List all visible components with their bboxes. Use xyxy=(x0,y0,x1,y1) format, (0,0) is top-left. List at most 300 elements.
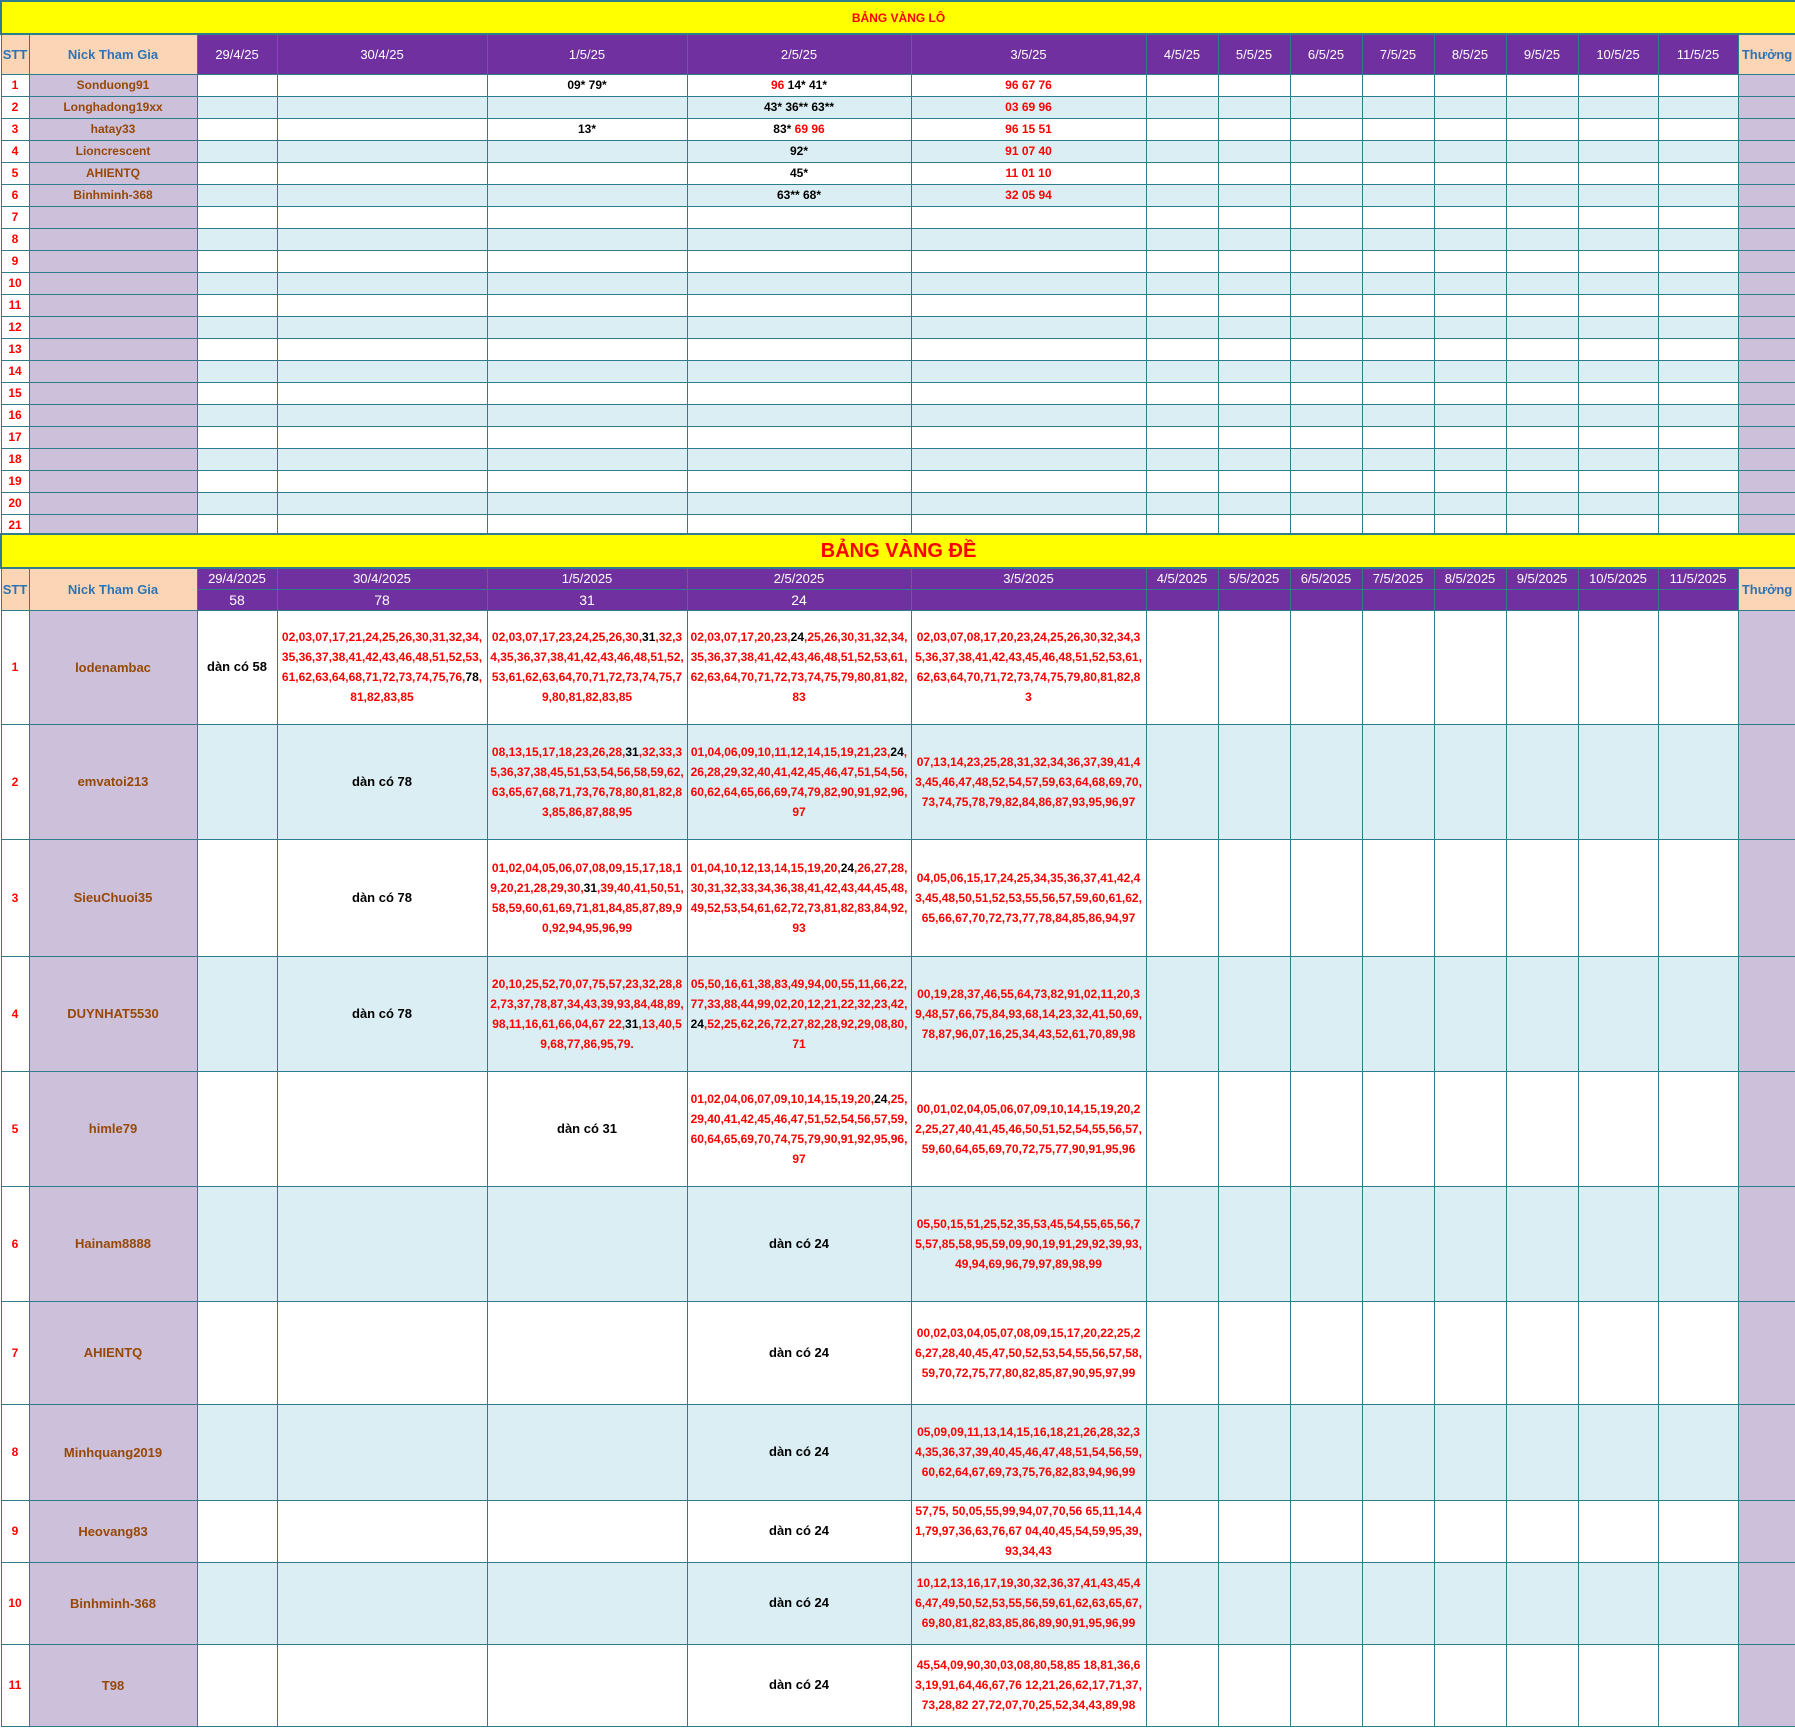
de-cell xyxy=(487,724,687,839)
lo-cell xyxy=(487,382,687,404)
de-dan: dàn có 24 xyxy=(769,1595,829,1610)
de-stt-header: STT xyxy=(1,568,29,610)
de-cell xyxy=(1658,610,1738,724)
lo-cell xyxy=(1658,96,1738,118)
lo-cell xyxy=(1218,162,1290,184)
lo-cell xyxy=(1290,250,1362,272)
lo-cell xyxy=(277,162,487,184)
de-cell xyxy=(197,610,277,724)
de-stt: 8 xyxy=(1,1404,29,1500)
lo-cell xyxy=(1362,294,1434,316)
lo-cell xyxy=(277,338,487,360)
lo-cell xyxy=(487,360,687,382)
lo-cell xyxy=(1658,338,1738,360)
lo-cell xyxy=(197,492,277,514)
de-cell xyxy=(1146,610,1218,724)
lo-cell xyxy=(197,140,277,162)
de-cell xyxy=(1218,724,1290,839)
de-cell xyxy=(1578,1644,1658,1726)
de-cell xyxy=(911,1186,1146,1301)
lo-thuong-header: Thưởng xyxy=(1738,34,1795,74)
de-cell xyxy=(1146,1500,1218,1562)
lo-cell xyxy=(911,404,1146,426)
lo-cell xyxy=(1658,316,1738,338)
lo-cell xyxy=(197,382,277,404)
de-cell xyxy=(487,956,687,1071)
de-cell xyxy=(911,1404,1146,1500)
de-cell xyxy=(1506,1562,1578,1644)
lo-nick xyxy=(29,206,197,228)
de-cell xyxy=(1434,956,1506,1071)
de-cell xyxy=(1218,1404,1290,1500)
de-result xyxy=(1658,589,1738,610)
lo-cell xyxy=(197,118,277,140)
lo-cell xyxy=(487,140,687,162)
lo-cell xyxy=(1578,162,1658,184)
de-date-header: 3/5/2025 xyxy=(911,568,1146,589)
lo-cell xyxy=(1290,162,1362,184)
de-result: 58 xyxy=(197,589,277,610)
lo-stt: 3 xyxy=(1,118,29,140)
lo-stt: 7 xyxy=(1,206,29,228)
de-cell xyxy=(687,724,911,839)
lo-stt: 17 xyxy=(1,426,29,448)
lo-cell xyxy=(487,470,687,492)
lo-cell xyxy=(197,448,277,470)
de-cell xyxy=(1290,1644,1362,1726)
de-date-header: 6/5/2025 xyxy=(1290,568,1362,589)
de-pick: 10,12,13,16,17,19,30,32,36,37,41,43,45,46,47,49,50,52,53,55,56,59,61,62,63,65,67,69,80,81,82,83,85,86,89,90,91,95,96,99 xyxy=(915,1576,1142,1630)
lo-pick: 14* 41* xyxy=(787,78,828,92)
de-cell xyxy=(1434,1071,1506,1186)
de-result xyxy=(911,589,1146,610)
de-cell xyxy=(1434,610,1506,724)
lo-stt: 18 xyxy=(1,448,29,470)
lo-cell xyxy=(1506,294,1578,316)
lo-cell xyxy=(687,250,911,272)
de-result xyxy=(1146,589,1218,610)
lo-date-header: 6/5/25 xyxy=(1290,34,1362,74)
lo-thuong xyxy=(1738,426,1795,448)
lo-cell xyxy=(911,470,1146,492)
lo-table xyxy=(0,0,1795,537)
de-nick: lodenambac xyxy=(29,610,197,724)
lo-stt: 5 xyxy=(1,162,29,184)
de-cell xyxy=(1506,724,1578,839)
lo-cell xyxy=(487,316,687,338)
de-cell xyxy=(1218,610,1290,724)
lo-cell xyxy=(1146,294,1218,316)
lo-cell xyxy=(277,294,487,316)
lo-stt: 12 xyxy=(1,316,29,338)
de-pick-hit: 31 xyxy=(625,1016,639,1031)
de-thuong xyxy=(1738,1562,1795,1644)
de-thuong xyxy=(1738,956,1795,1071)
lo-cell xyxy=(1578,96,1658,118)
de-cell xyxy=(1146,1562,1218,1644)
lo-cell xyxy=(1290,74,1362,96)
de-pick: 05,50,15,51,25,52,35,53,45,54,55,65,56,75,57,85,58,95,59,09,90,19,91,29,92,39,93,49,94,69,96,79,97,89,98,99 xyxy=(915,1216,1142,1271)
lo-cell xyxy=(1578,184,1658,206)
de-cell xyxy=(1658,1186,1738,1301)
lo-pick-hit: 11 01 10 xyxy=(1005,166,1052,180)
lo-cell xyxy=(911,96,1146,118)
de-cell xyxy=(1506,1071,1578,1186)
lo-nick-header: Nick Tham Gia xyxy=(29,34,197,74)
lo-cell xyxy=(1146,228,1218,250)
lo-cell xyxy=(1658,118,1738,140)
lo-cell xyxy=(1578,426,1658,448)
de-pick-hit: 31 xyxy=(625,744,639,759)
lo-cell xyxy=(911,118,1146,140)
de-pick: 00,19,28,37,46,55,64,73,82,91,02,11,20,39,48,57,66,75,84,93,68,14,23,32,41,50,69,78,87,96,07,16,25,34,43,52,61,70,89,98 xyxy=(915,986,1142,1041)
lo-thuong xyxy=(1738,338,1795,360)
de-cell xyxy=(277,1500,487,1562)
de-pick-hit: 24 xyxy=(790,630,804,644)
de-cell xyxy=(1658,1404,1738,1500)
lo-date-header: 2/5/25 xyxy=(687,34,911,74)
de-cell xyxy=(1506,1500,1578,1562)
de-cell xyxy=(1218,956,1290,1071)
lo-nick xyxy=(29,294,197,316)
de-cell xyxy=(1578,1500,1658,1562)
de-cell xyxy=(1290,1404,1362,1500)
de-cell xyxy=(1290,1500,1362,1562)
de-cell xyxy=(1434,1562,1506,1644)
lo-cell xyxy=(1506,470,1578,492)
lo-pick-hit: 69 96 xyxy=(794,122,825,136)
lo-cell xyxy=(1506,74,1578,96)
de-dan: dàn có 24 xyxy=(769,1235,829,1251)
lo-cell xyxy=(1290,228,1362,250)
lo-cell xyxy=(687,448,911,470)
de-cell xyxy=(1658,1301,1738,1404)
lo-stt: 6 xyxy=(1,184,29,206)
de-cell xyxy=(1362,1404,1434,1500)
lo-cell xyxy=(687,272,911,294)
de-pick: ,26,28,29,32,40,41,42,45,46,47,51,54,56,60,62,64,65,66,69,74,79,82,90,91,92,96,97 xyxy=(690,744,908,819)
lo-stt: 10 xyxy=(1,272,29,294)
de-cell xyxy=(277,956,487,1071)
lo-cell xyxy=(277,382,487,404)
de-cell xyxy=(487,1644,687,1726)
lo-cell xyxy=(687,294,911,316)
de-cell xyxy=(197,1071,277,1186)
lo-cell xyxy=(277,118,487,140)
lo-cell xyxy=(1506,426,1578,448)
lo-cell xyxy=(687,140,911,162)
de-cell xyxy=(1290,1186,1362,1301)
de-cell xyxy=(687,1562,911,1644)
lo-nick xyxy=(29,250,197,272)
lo-cell xyxy=(1434,470,1506,492)
de-stt: 7 xyxy=(1,1301,29,1404)
de-stt: 10 xyxy=(1,1562,29,1644)
lo-cell xyxy=(1146,492,1218,514)
lo-nick: AHIENTQ xyxy=(29,162,197,184)
lo-cell xyxy=(1362,140,1434,162)
de-cell xyxy=(487,1071,687,1186)
de-dan: dàn có 78 xyxy=(352,1005,412,1021)
lo-cell xyxy=(1146,426,1218,448)
de-date-header: 2/5/2025 xyxy=(687,568,911,589)
lo-cell xyxy=(1658,404,1738,426)
de-thuong xyxy=(1738,839,1795,956)
lo-cell xyxy=(487,74,687,96)
lo-cell xyxy=(1658,74,1738,96)
de-dan: dàn có 24 xyxy=(769,1444,829,1459)
lo-pick-hit: 03 69 96 xyxy=(1005,100,1052,114)
de-pick: ,13,40,59,68,77,86,95,79. xyxy=(540,1016,682,1051)
de-pick-hit: 78 xyxy=(465,670,479,684)
lo-cell xyxy=(1290,448,1362,470)
lo-cell xyxy=(1658,162,1738,184)
de-pick: 07,13,14,23,25,28,31,32,34,36,37,39,41,43,45,46,47,48,52,54,57,59,63,64,68,69,70,73,74,75,78,79,82,84,86,87,93,95,96,97 xyxy=(915,754,1142,809)
lo-cell xyxy=(687,404,911,426)
de-pick: 02,03,07,17,20,23, xyxy=(690,630,791,644)
lo-cell xyxy=(1434,294,1506,316)
de-cell xyxy=(1578,1186,1658,1301)
lo-cell xyxy=(1506,228,1578,250)
de-pick: ,25,26,30,31,32,34,35,36,37,38,41,42,43,46,48,51,52,53,61,62,63,64,70,71,72,73,74,75,79,80,81,82,83 xyxy=(690,630,908,704)
lo-cell xyxy=(1362,228,1434,250)
lo-cell xyxy=(1362,96,1434,118)
de-pick: 00,01,02,04,05,06,07,09,10,14,15,19,20,22,25,27,40,41,45,46,50,51,52,54,55,56,57,59,60,64,65,69,70,72,75,77,90,91,95,96 xyxy=(915,1101,1142,1156)
lo-pick: 92* xyxy=(789,144,809,158)
lo-cell xyxy=(487,250,687,272)
de-cell xyxy=(1218,1186,1290,1301)
lo-cell xyxy=(1362,316,1434,338)
lo-stt-header: STT xyxy=(1,34,29,74)
lo-cell xyxy=(1218,74,1290,96)
de-pick: 01,02,04,06,07,09,10,14,15,19,20, xyxy=(690,1091,875,1106)
de-cell xyxy=(197,724,277,839)
lo-thuong xyxy=(1738,118,1795,140)
de-pick: 02,03,07,08,17,20,23,24,25,26,30,32,34,35,36,37,38,41,42,43,45,46,48,51,52,53,61,62,63,64,70,71,72,73,74,75,79,80,81,82,83 xyxy=(915,630,1142,704)
lo-nick xyxy=(29,272,197,294)
lo-nick xyxy=(29,338,197,360)
lo-cell xyxy=(1578,338,1658,360)
lo-cell xyxy=(1578,140,1658,162)
lo-thuong xyxy=(1738,470,1795,492)
lo-cell xyxy=(1434,96,1506,118)
lo-cell xyxy=(911,448,1146,470)
de-cell xyxy=(911,956,1146,1071)
de-cell xyxy=(1578,610,1658,724)
lo-cell xyxy=(487,492,687,514)
de-nick: Heovang83 xyxy=(29,1500,197,1562)
lo-nick xyxy=(29,382,197,404)
de-cell xyxy=(1658,1071,1738,1186)
lo-cell xyxy=(1506,404,1578,426)
de-cell xyxy=(1290,1562,1362,1644)
de-stt: 9 xyxy=(1,1500,29,1562)
de-result xyxy=(1434,589,1506,610)
lo-cell xyxy=(687,162,911,184)
lo-cell xyxy=(1290,492,1362,514)
de-pick-hit: 24 xyxy=(690,1016,704,1031)
de-date-header: 7/5/2025 xyxy=(1362,568,1434,589)
lo-thuong xyxy=(1738,272,1795,294)
lo-cell xyxy=(1146,338,1218,360)
lo-cell xyxy=(1290,404,1362,426)
de-thuong xyxy=(1738,1301,1795,1404)
de-cell xyxy=(1506,839,1578,956)
de-cell xyxy=(1434,1404,1506,1500)
lo-cell xyxy=(197,470,277,492)
lo-nick xyxy=(29,404,197,426)
lo-stt: 8 xyxy=(1,228,29,250)
lo-cell xyxy=(1658,294,1738,316)
lo-cell xyxy=(277,96,487,118)
lo-cell xyxy=(197,96,277,118)
lo-cell xyxy=(1578,316,1658,338)
de-cell xyxy=(1506,1301,1578,1404)
de-pick: 20,10,25,52,70,07,75,57,23,32,28,82,73,37,78,87,34,43,39,93,84,48,89,98,11,16,61,66,04,67 22, xyxy=(490,976,684,1031)
lo-cell xyxy=(687,426,911,448)
lo-cell xyxy=(911,426,1146,448)
lo-cell xyxy=(197,206,277,228)
lo-cell xyxy=(1658,184,1738,206)
de-cell xyxy=(197,1644,277,1726)
lo-cell xyxy=(1218,338,1290,360)
de-pick: ,81,82,83,85 xyxy=(350,670,483,704)
de-pick: 02,03,07,17,23,24,25,26,30, xyxy=(491,630,643,644)
lo-cell xyxy=(1362,470,1434,492)
lo-date-header: 30/4/25 xyxy=(277,34,487,74)
de-cell xyxy=(687,839,911,956)
de-result xyxy=(1218,589,1290,610)
lo-cell xyxy=(687,74,911,96)
lo-cell xyxy=(487,426,687,448)
de-cell xyxy=(1146,1301,1218,1404)
lo-date-header: 3/5/25 xyxy=(911,34,1146,74)
lo-cell xyxy=(1506,316,1578,338)
lo-cell xyxy=(911,338,1146,360)
de-pick: 01,02,04,05,06,07,08,09,15,17,18,19,20,21,28,29,30, xyxy=(490,860,683,895)
lo-cell xyxy=(1290,272,1362,294)
de-cell xyxy=(1506,1186,1578,1301)
lo-cell xyxy=(1362,272,1434,294)
de-pick-hit: 31 xyxy=(642,630,656,644)
de-cell xyxy=(277,1562,487,1644)
lo-cell xyxy=(197,272,277,294)
lo-stt: 1 xyxy=(1,74,29,96)
lo-cell xyxy=(687,470,911,492)
de-cell xyxy=(1578,839,1658,956)
de-cell xyxy=(277,1301,487,1404)
lo-cell xyxy=(1506,492,1578,514)
de-pick: ,32,34,35,36,37,38,41,42,43,46,48,51,52,53,61,62,63,64,70,71,72,73,74,75,79,80,81,82,83,85 xyxy=(490,630,684,704)
lo-cell xyxy=(687,360,911,382)
lo-cell xyxy=(1362,74,1434,96)
lo-cell xyxy=(1658,470,1738,492)
de-pick: 00,02,03,04,05,07,08,09,15,17,20,22,25,26,27,28,40,45,47,50,52,53,54,55,56,57,58,59,70,72,75,77,80,82,85,87,90,95,97,99 xyxy=(915,1325,1142,1380)
de-nick: T98 xyxy=(29,1644,197,1726)
lo-cell xyxy=(1146,140,1218,162)
de-result xyxy=(1578,589,1658,610)
lo-cell xyxy=(1506,206,1578,228)
de-cell xyxy=(1434,839,1506,956)
lo-cell xyxy=(277,316,487,338)
de-cell xyxy=(1506,1644,1578,1726)
lo-date-header: 8/5/25 xyxy=(1434,34,1506,74)
lo-cell xyxy=(911,272,1146,294)
de-cell xyxy=(487,1562,687,1644)
lo-cell xyxy=(1218,250,1290,272)
lo-cell xyxy=(1578,470,1658,492)
lo-cell xyxy=(1506,272,1578,294)
lo-cell xyxy=(1506,96,1578,118)
lo-nick xyxy=(29,316,197,338)
lo-cell xyxy=(197,184,277,206)
lo-pick: 09* 79* xyxy=(567,78,607,92)
de-cell xyxy=(197,1562,277,1644)
de-dan: dàn có 24 xyxy=(769,1344,829,1360)
lo-pick-hit: 96 67 76 xyxy=(1005,78,1052,92)
lo-thuong xyxy=(1738,250,1795,272)
de-nick: DUYNHAT5530 xyxy=(29,956,197,1071)
lo-cell xyxy=(1218,228,1290,250)
de-pick: 01,04,10,12,13,14,15,19,20, xyxy=(690,860,841,875)
de-cell xyxy=(1658,1562,1738,1644)
lo-cell xyxy=(1146,206,1218,228)
lo-nick: hatay33 xyxy=(29,118,197,140)
lo-cell xyxy=(1290,470,1362,492)
lo-stt: 19 xyxy=(1,470,29,492)
de-cell xyxy=(911,610,1146,724)
de-cell xyxy=(197,1404,277,1500)
de-thuong xyxy=(1738,1500,1795,1562)
lo-cell xyxy=(1146,404,1218,426)
lo-thuong xyxy=(1738,96,1795,118)
de-result xyxy=(1506,589,1578,610)
de-cell xyxy=(1658,956,1738,1071)
lo-pick-hit: 96 xyxy=(770,78,785,92)
lo-cell xyxy=(1290,206,1362,228)
de-cell xyxy=(1290,839,1362,956)
lo-cell xyxy=(1658,360,1738,382)
de-cell xyxy=(487,1404,687,1500)
lo-cell xyxy=(1218,206,1290,228)
lo-cell xyxy=(277,184,487,206)
lo-cell xyxy=(197,228,277,250)
lo-thuong xyxy=(1738,228,1795,250)
lo-cell xyxy=(911,294,1146,316)
lo-nick xyxy=(29,492,197,514)
de-cell xyxy=(687,1500,911,1562)
lo-cell xyxy=(1218,492,1290,514)
de-cell xyxy=(197,956,277,1071)
lo-cell xyxy=(1362,448,1434,470)
lo-cell xyxy=(1434,118,1506,140)
de-cell xyxy=(487,610,687,724)
lo-cell xyxy=(1434,228,1506,250)
lo-cell xyxy=(1434,184,1506,206)
lo-stt: 16 xyxy=(1,404,29,426)
de-cell xyxy=(487,1500,687,1562)
lo-cell xyxy=(911,184,1146,206)
lo-cell xyxy=(1146,184,1218,206)
lo-thuong xyxy=(1738,360,1795,382)
de-cell xyxy=(197,1500,277,1562)
lo-cell xyxy=(1218,184,1290,206)
de-pick: 01,04,06,09,10,11,12,14,15,19,21,23, xyxy=(690,744,891,759)
de-cell xyxy=(277,1186,487,1301)
lo-cell xyxy=(197,316,277,338)
de-stt: 5 xyxy=(1,1071,29,1186)
de-pick: 05,09,09,11,13,14,15,16,18,21,26,28,32,34,35,36,37,39,40,45,46,47,48,51,54,56,59,60,62,64,67,69,73,75,76,82,83,94,96,99 xyxy=(915,1425,1142,1479)
